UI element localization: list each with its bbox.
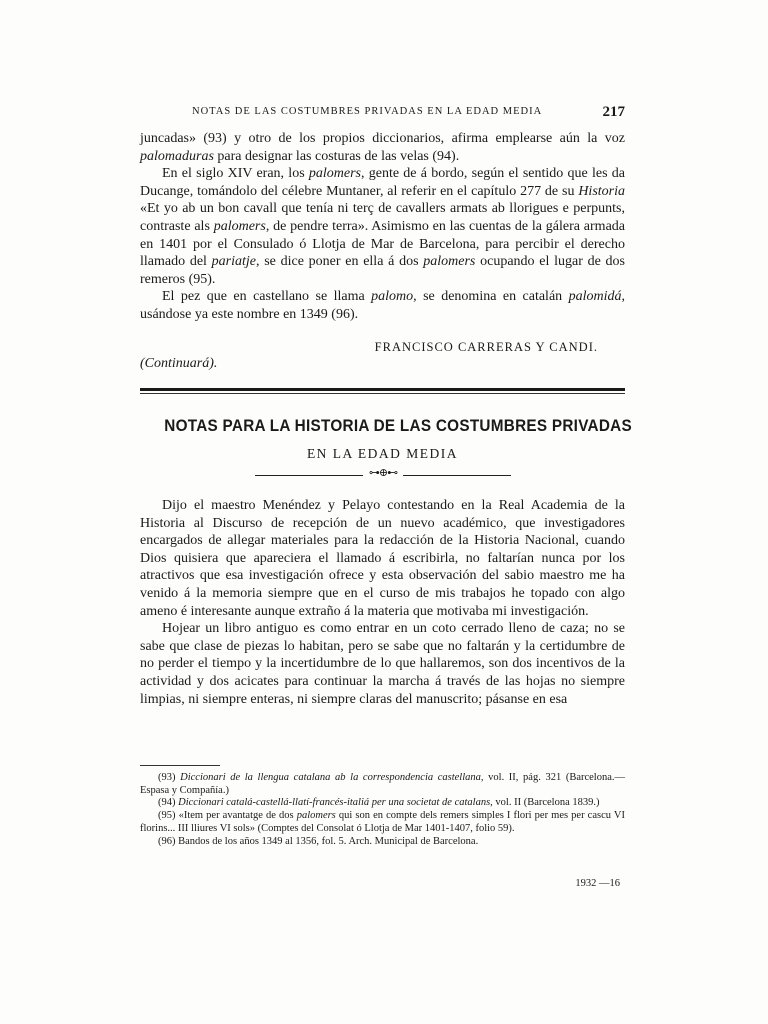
author-signature: FRANCISCO CARRERAS Y CANDI. [374,340,598,354]
printer-signature-mark: 1932 —16 [575,878,620,889]
footnote-number: (93) [158,772,181,783]
italic-term: palomers [423,254,476,270]
continued-note: (Continuará). [140,356,218,371]
italic-term: palomers [308,166,362,182]
footnote-number: (95) [158,810,179,822]
running-head [140,104,625,122]
footnote [140,810,625,835]
ornament-icon: ⊶⊕⊷ [368,466,398,479]
text-run: «Item per avantatge de dos [178,810,297,822]
text-run: Bandos de los años 1349 al 1356, fol. 5. Arch. Municipal de Barcelona. [178,835,479,847]
text-run: ocupando el lugar de dos remeros (95). [140,254,625,287]
paragraph [140,165,625,288]
italic-term: Diccionari catalá-castellá-llatí-francés-italiá per una societat de catalans [178,797,491,809]
paragraph: Dijo el maestro Menéndez y Pelayo contestando en la Real Academia de la Historia al Discurso de recepción de un nuevo académico, que investigadores encargados de allegar materiales para la redacción de la Historia Nacional, cuando Dios quisiera que apareciera el llamado á escribirla, no faltarían nunca por los atractivos que esa investigación ofrece y esta observación del sabio maestro me ha venido á la memoria siempre que en el curso de mis trabajos he topado con algo ameno é interesante aunque extraño á la materia que motivaba mi investigación. [140,498,625,619]
section-divider-thin [140,393,625,394]
article-body [140,497,625,708]
text-run: , de pendre terra». Asimismo en las cuentas de la gálera armada en 1401 por el Consulado ó Llotja de Mar de Barcelona, para percibir el derecho llamado del [140,218,625,270]
text-run: , vol. II (Barcelona 1839.) [490,797,600,809]
italic-term: Diccionari de la llengua catalana ab la correspondencia castellana [180,772,481,783]
text-run: , gente de á bordo, según el sentido que les da Ducange, tomándolo del célebre Muntaner, al referir en el capítulo 277 de su [140,166,626,199]
italic-term: palomers [296,810,336,822]
footnote [140,836,625,849]
text-run: juncadas» (93) y otro de los propios diccionarios, afirma emplearse aún la voz [140,131,625,146]
text-run: , usándose ya este nombre en 1349 (96). [140,289,625,322]
ornament-divider [255,468,511,482]
paragraph [140,130,625,165]
footnotes [140,772,625,848]
italic-term: palomo [371,289,414,305]
article-title: NOTAS PARA LA HISTORIA DE LAS COSTUMBRES PRIVADAS [164,416,632,435]
footnote-number: (94) [158,797,179,809]
footnote [140,772,625,797]
italic-term: palomaduras [140,148,214,164]
paragraph [140,288,625,323]
text-run: En el siglo XIV eran, los [162,166,309,182]
page-number: 217 [602,104,625,120]
ornament-line-left [255,475,363,476]
paragraph: Hojear un libro antiguo es como entrar en un coto cerrado lleno de caza; no se sabe que clase de piezas lo habitan, pero se sabe que no faltarán y la certidumbre de no perder el tiempo y la incertidumbre de lo que hallaremos, son dos incentivos de la actividad y dos acicates para continuar la marcha á través de las hojas no siempre limpias, ni siempre enteras, ni siempre claras del manuscrito; pásanse en esa [140,621,625,707]
footnote-rule [140,765,220,766]
ornament-line-right [403,475,511,476]
italic-term: palomers [213,218,266,234]
italic-term: Historia [578,183,625,199]
footnote-number: (96) [158,835,179,847]
italic-term: palomidá [568,289,622,305]
article-subtitle: EN LA EDAD MEDIA [306,446,459,461]
footnote [140,797,625,810]
text-run: , se dice poner en ella á dos [256,254,424,270]
continued-article-text [140,130,625,324]
running-title: NOTAS DE LAS COSTUMBRES PRIVADAS EN LA EDAD MEDIA [192,106,543,117]
text-run: para designar las costuras de las velas (94). [213,148,460,164]
text-run: , se denomina en catalán [413,289,569,305]
text-run: , vol. II, pág. 321 (Barcelona.—Espasa y Compañía.) [140,772,626,796]
text-run: El pez que en castellano se llama [162,289,372,305]
italic-term: pariatje [211,254,256,270]
text-run: qui son en compte dels remers simples I flori per mes per cascu VI florins... III lliures VI sols» (Comptes del Consolat ó Llotja de Mar 1401-1407, folio 59). [140,810,625,834]
section-divider-thick [140,388,625,391]
text-run: «Et yo ab un bon cavall que tenía ni terç de cavallers armats ab llorigues e perpunts, contraste als [140,201,625,234]
